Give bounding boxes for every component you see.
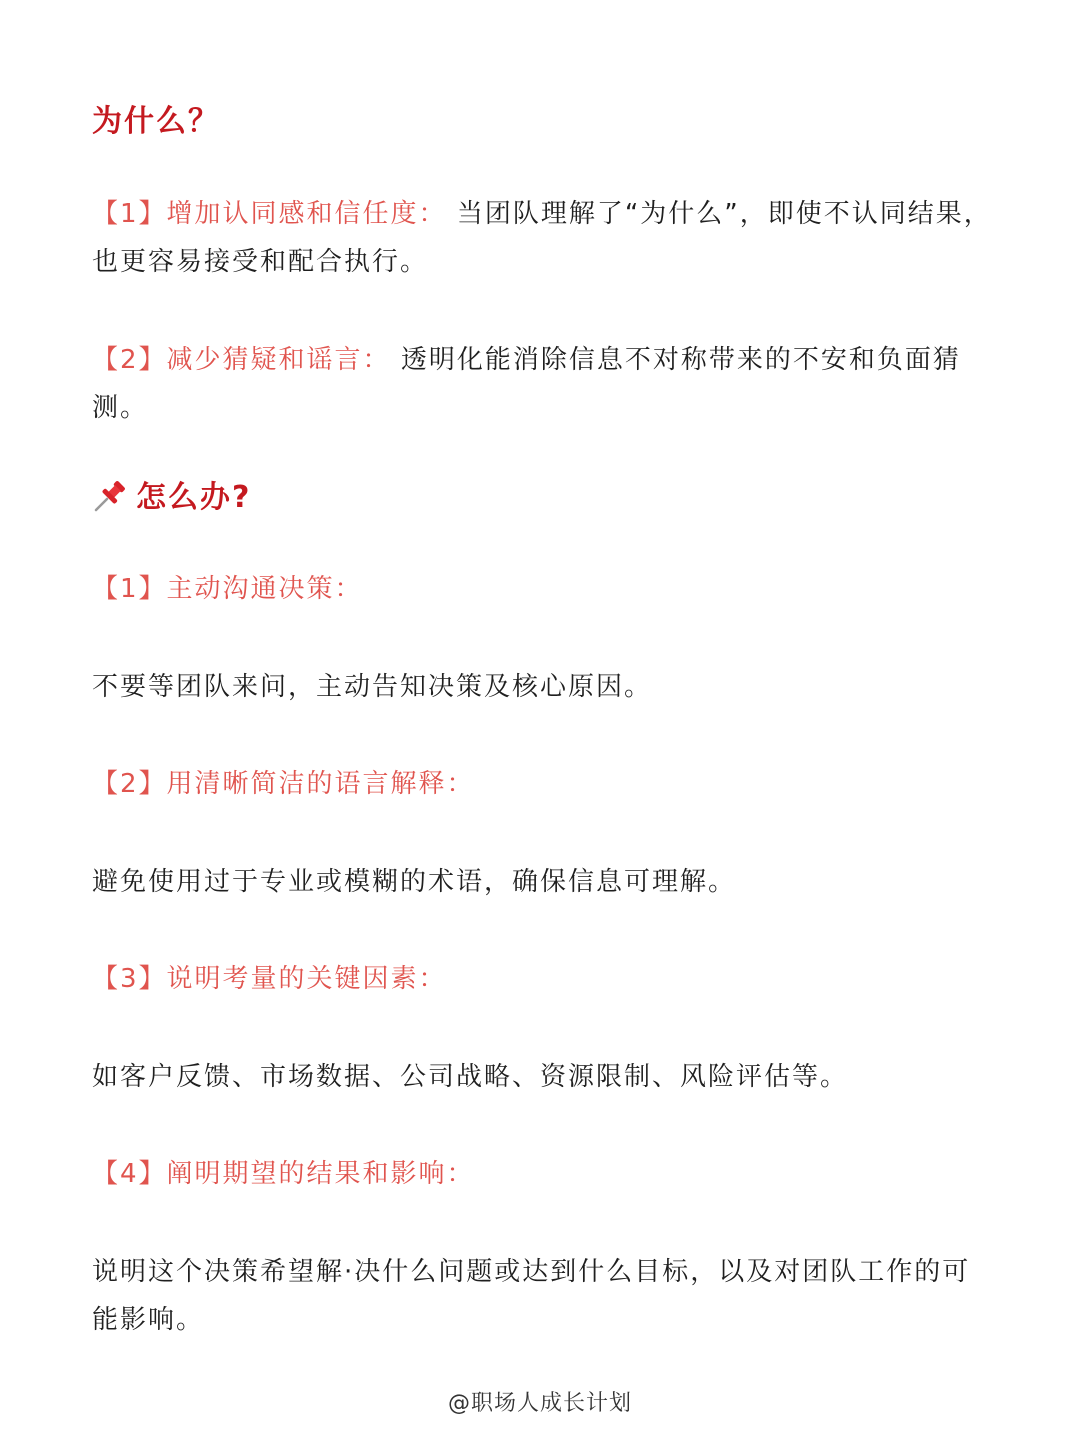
why-item-2-label: 【2】减少猜疑和谣言： xyxy=(92,345,391,375)
why-item-1 xyxy=(92,190,992,286)
why-item-2-text: 透明化能消除信息不对称带来的不安和负面猜测。 xyxy=(92,345,961,423)
why-item-2 xyxy=(92,336,992,432)
how-item-4-text: 说明这个决策希望解·决什么问题或达到什么目标，以及对团队工作的可能影响。 xyxy=(92,1257,971,1335)
how-item-3-label: 【3】说明考量的关键因素： xyxy=(92,964,447,994)
how-item-3-text: 如客户反馈、市场数据、公司战略、资源限制、风险评估等。 xyxy=(92,1062,849,1092)
how-item-1-label: 【1】主动沟通决策： xyxy=(92,574,363,604)
how-item-4-label: 【4】阐明期望的结果和影响： xyxy=(92,1159,475,1189)
how-item-2-text: 避免使用过于专业或模糊的术语，确保信息可理解。 xyxy=(92,867,737,897)
how-heading xyxy=(92,478,251,518)
why-item-1-text: 当团队理解了“为什么”，即使不认同结果，也更容易接受和配合执行。 xyxy=(92,199,992,277)
why-item-1-label: 【1】增加认同感和信任度： xyxy=(92,199,447,229)
why-heading: 为什么？ xyxy=(92,104,220,139)
pushpin-icon xyxy=(92,478,128,514)
how-heading-text: 怎么办? xyxy=(136,480,252,515)
how-item-2-label: 【2】用清晰简洁的语言解释： xyxy=(92,769,475,799)
how-item-1-text: 不要等团队来问，主动告知决策及核心原因。 xyxy=(92,672,653,702)
footer-credit: @职场人成长计划 xyxy=(447,1391,632,1416)
